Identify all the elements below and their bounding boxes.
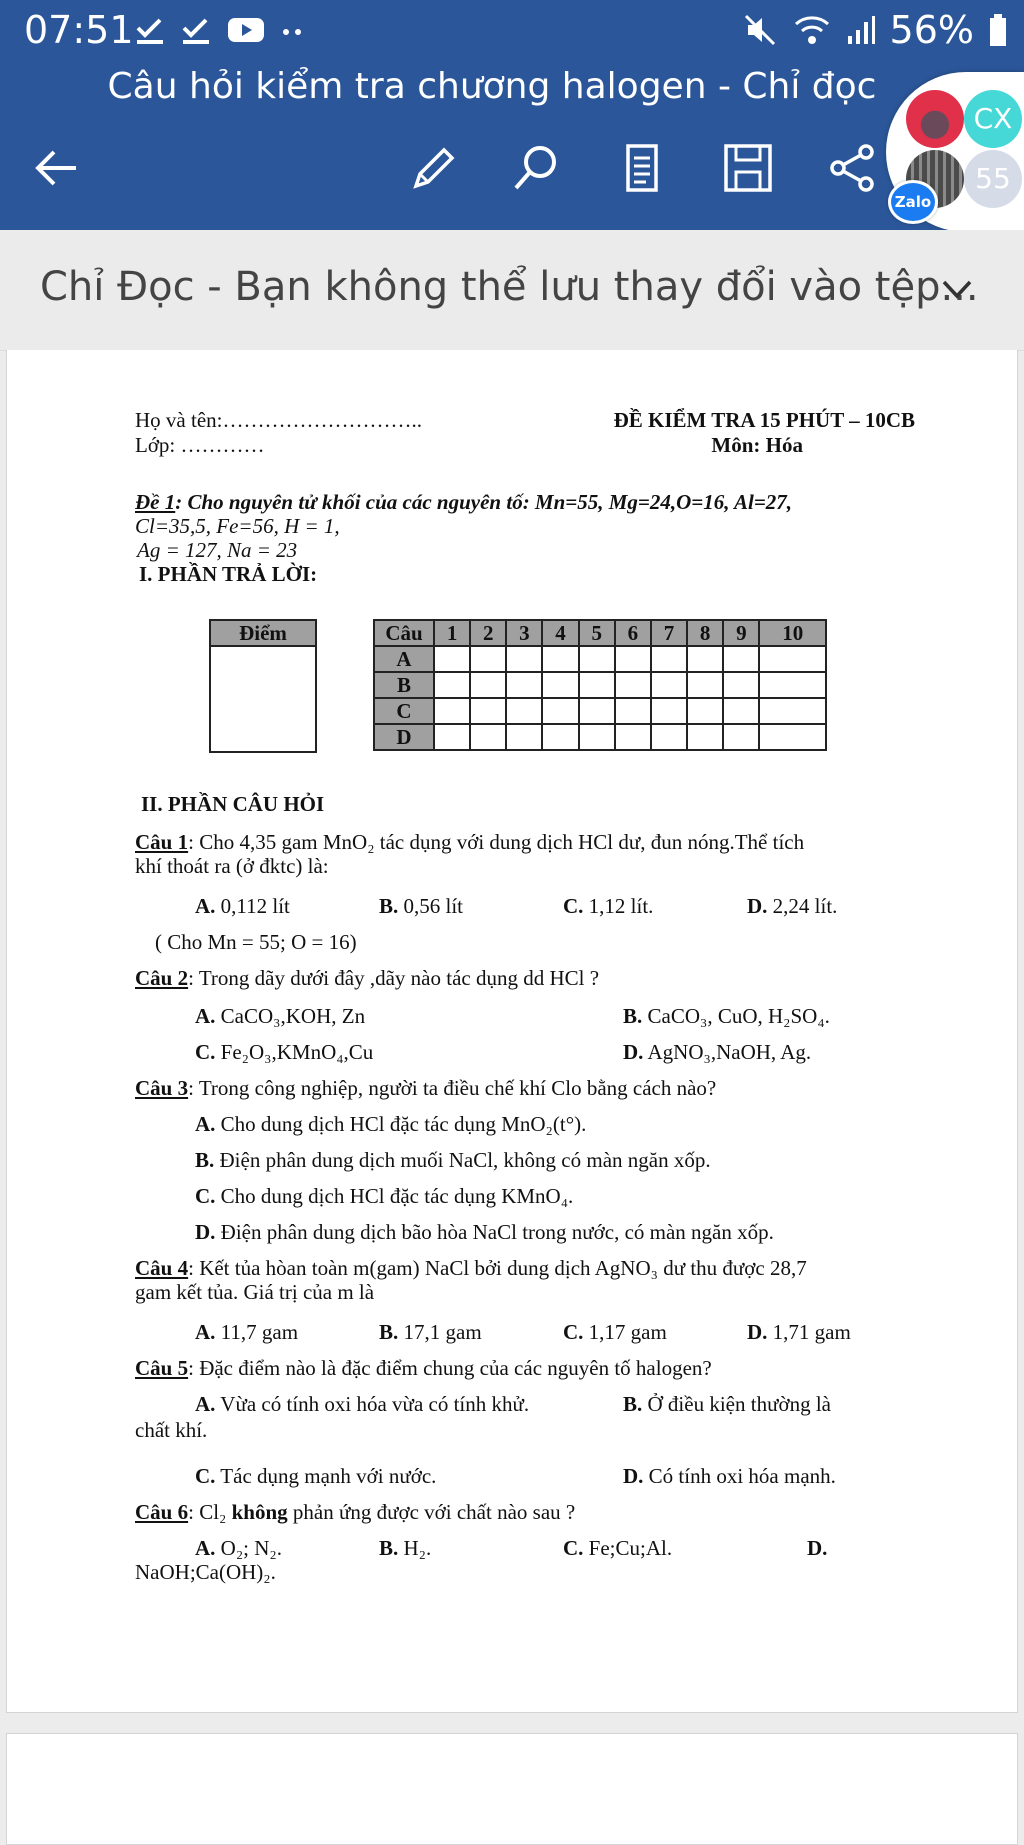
q1-option-b [379,894,463,918]
answer-cell [506,672,542,698]
option-key: A. [195,894,216,918]
option-key: A. [195,1392,216,1416]
option-text: Fe₂O₃,KMnO₄,Cu [215,1040,374,1064]
answer-cell [687,646,723,672]
option-text: 1,17 gam [583,1320,667,1344]
option-key: A. [195,1536,216,1560]
question-1-note: ( Cho Mn = 55; O = 16) [155,930,357,954]
option-text: Có tính oxi hóa mạnh. [643,1464,836,1488]
subject-label: Môn: Hóa [711,433,803,457]
question-1-text-2: khí thoát ra (ở đktc) là: [135,854,329,878]
banner-text: Chỉ Đọc - Bạn không thể lưu thay đổi vào tệp... [40,264,979,310]
option-text: 17,1 gam [398,1320,482,1344]
question-3-text: : Trong công nghiệp, người ta điều chế khí Clo bằng cách nào? [188,1076,717,1100]
option-text: 1,12 lít. [583,894,654,918]
option-key: D. [623,1464,644,1488]
search-icon[interactable] [510,142,562,194]
option-key: C. [195,1040,216,1064]
answer-cell [651,698,687,724]
question-2-label: Câu 2 [135,966,189,990]
intro-text: : Cho nguyên tử khối của các nguyên tố: Mn=55, Mg=24,O=16, Al=27, [175,490,793,514]
answer-cell [615,646,651,672]
option-key: B. [623,1392,643,1416]
q2-option-a [195,1004,365,1028]
answer-column-header: 5 [579,620,615,646]
name-field-label: Họ và tên:……………………….. [135,408,422,432]
option-text: Cho dung dịch HCl đặc tác dụng KMnO₄. [215,1184,574,1208]
question-1 [135,830,804,854]
battery-icon [988,12,1008,48]
option-text: O₂; N₂. [215,1536,282,1560]
app-top-bar [0,0,1024,230]
answer-column-header: 9 [723,620,759,646]
answer-cell [506,646,542,672]
answer-row [374,646,826,672]
answer-cell [434,724,470,750]
option-text: Fe;Cu;Al. [583,1536,673,1560]
answer-cell [506,698,542,724]
q5-option-d [623,1464,836,1488]
question-4-text: : Kết tủa hòan toàn m(gam) NaCl bởi dung dịch AgNO₃ dư thu được 28,7 [188,1256,807,1280]
q5-option-a [195,1392,529,1416]
answer-cell [687,698,723,724]
answer-cell [615,724,651,750]
save-icon[interactable] [722,142,774,194]
answer-cell [723,724,759,750]
answer-cell [651,724,687,750]
answer-cell [579,672,615,698]
answer-column-header: 3 [506,620,542,646]
score-box [209,619,317,753]
answer-cell [579,698,615,724]
question-5-wrap: chất khí. [135,1418,208,1442]
option-key: D. [807,1536,828,1560]
question-6 [135,1500,575,1524]
answer-row-label: A [374,646,434,672]
option-text: Vừa có tính oxi hóa vừa có tính khử. [215,1392,530,1416]
question-2-text: : Trong dãy dưới đây ,dãy nào tác dụng dd HCl ? [188,966,600,990]
answer-cell [542,698,578,724]
answer-cell [723,672,759,698]
option-text: 0,112 lít [215,894,290,918]
section-2-heading: II. PHẦN CÂU HỎI [141,792,325,816]
youtube-icon [226,14,266,46]
answer-cell [723,698,759,724]
answer-row [374,698,826,724]
q4-option-c [563,1320,667,1344]
answer-row [374,672,826,698]
answer-cell [434,646,470,672]
question-5 [135,1356,712,1380]
check-download-icon [134,14,166,46]
answer-column-header: 4 [542,620,578,646]
option-text: Điện phân dung dịch bão hòa NaCl trong nước, có màn ngăn xốp. [215,1220,774,1244]
answer-column-header: 10 [759,620,826,646]
q4-option-a [195,1320,298,1344]
question-6-emphasis: không [231,1500,288,1524]
more-dots-icon [280,14,304,46]
intro-paragraph [135,490,792,514]
q1-option-a [195,894,290,918]
question-4 [135,1256,807,1280]
answer-row-label: C [374,698,434,724]
question-6-text-a: : Cl₂ [188,1500,232,1524]
option-key: B. [379,894,399,918]
answer-column-header: 6 [615,620,651,646]
option-text: Cho dung dịch HCl đặc tác dụng MnO₂(t°). [215,1112,587,1136]
q3-option-d [195,1220,774,1244]
answer-cell [506,724,542,750]
answer-cell [542,646,578,672]
question-4-text-2: gam kết tủa. Giá trị của m là [135,1280,375,1304]
status-system-icons [742,8,1008,52]
q4-option-b [379,1320,482,1344]
answer-table-header: Câu [374,620,434,646]
mute-icon [742,12,778,48]
q6-option-d [807,1536,827,1560]
status-bar [0,0,1024,62]
question-5-label: Câu 5 [135,1356,189,1380]
wifi-icon [792,12,832,48]
read-only-banner[interactable] [0,230,1024,351]
status-notification-icons [134,14,304,46]
check-download-icon [180,14,212,46]
next-document-page[interactable] [6,1733,1018,1845]
option-text: Tác dụng mạnh với nước. [215,1464,437,1488]
option-text: H₂. [398,1536,432,1560]
answer-cell [579,724,615,750]
answer-cell [687,724,723,750]
share-icon[interactable] [826,142,878,194]
option-key: A. [195,1004,216,1028]
score-cell [210,646,316,752]
chat-avatar-cx[interactable]: CX [964,90,1022,148]
answer-cell [759,724,826,750]
answer-cell [579,646,615,672]
option-text: CaCO₃, CuO, H₂SO₄. [642,1004,830,1028]
q3-option-c [195,1184,573,1208]
answer-cell [759,672,826,698]
answer-cell [723,646,759,672]
option-text: 11,7 gam [215,1320,299,1344]
q6-option-a [195,1536,282,1560]
q1-option-c [563,894,653,918]
option-key: B. [623,1004,643,1028]
document-page[interactable] [6,350,1018,1713]
option-key: B. [195,1148,215,1172]
q6-option-b [379,1536,431,1560]
answer-column-header: 8 [687,620,723,646]
intro-label: Đề 1 [135,490,176,514]
answer-cell [434,698,470,724]
option-text: AgNO₃,NaOH, Ag. [643,1040,812,1064]
chat-count-badge[interactable]: 55 [964,150,1022,208]
zalo-logo-icon: Zalo [891,183,935,221]
option-text: 0,56 lít [398,894,464,918]
q5-option-c [195,1464,436,1488]
answer-cell [651,672,687,698]
signal-icon [846,12,876,48]
answer-cell [615,672,651,698]
option-key: C. [563,1320,584,1344]
answer-column-header: 1 [434,620,470,646]
option-key: A. [195,1112,216,1136]
option-key: D. [747,894,768,918]
status-time: 07:51 [24,8,134,52]
question-3-label: Câu 3 [135,1076,189,1100]
q6-option-c [563,1536,672,1560]
question-3 [135,1076,716,1100]
option-key: C. [195,1184,216,1208]
exam-title: ĐỀ KIỂM TRA 15 PHÚT – 10CB [613,408,915,432]
question-6-label: Câu 6 [135,1500,189,1524]
answer-cell [470,646,506,672]
intro-line-3: Ag = 127, Na = 23 [137,538,298,562]
option-text: Ở điều kiện thường là [642,1392,831,1416]
question-2 [135,966,599,990]
answer-table [373,619,827,751]
answer-column-header: 7 [651,620,687,646]
q2-option-d [623,1040,811,1064]
answer-cell [542,672,578,698]
answer-cell [687,672,723,698]
edit-pencil-icon[interactable] [408,142,460,194]
reading-view-icon[interactable] [618,142,666,194]
option-key: C. [195,1464,216,1488]
option-text: Điện phân dung dịch muối NaCl, không có màn ngăn xốp. [214,1148,711,1172]
option-text: CaCO₃,KOH, Zn [215,1004,366,1028]
answer-cell [759,646,826,672]
q3-option-b [195,1148,711,1172]
answer-cell [651,646,687,672]
chat-avatar-1[interactable] [906,90,964,148]
section-1-heading: I. PHẦN TRẢ LỜI: [139,562,318,586]
answer-cell [470,724,506,750]
answer-cell [759,698,826,724]
option-text: 2,24 lít. [767,894,838,918]
back-arrow-icon[interactable] [30,142,82,194]
option-text: 1,71 gam [767,1320,851,1344]
option-key: C. [563,1536,584,1560]
option-key: C. [563,894,584,918]
q5-option-b [623,1392,831,1416]
chevron-down-icon[interactable] [940,272,974,306]
answer-cell [470,698,506,724]
q2-option-b [623,1004,830,1028]
intro-line-2: Cl=35,5, Fe=56, H = 1, [135,514,340,538]
class-field-label: Lớp: ………… [135,433,265,457]
question-4-label: Câu 4 [135,1256,189,1280]
answer-cell [542,724,578,750]
answer-cell [615,698,651,724]
answer-cell [470,672,506,698]
answer-column-header: 2 [470,620,506,646]
document-title: Câu hỏi kiểm tra chương halogen - Chỉ đọc [107,66,877,107]
option-key: D. [747,1320,768,1344]
q2-option-c [195,1040,373,1064]
question-1-text: : Cho 4,35 gam MnO₂ tác dụng với dung dịch HCl dư, đun nóng.Thể tích [188,830,805,854]
question-5-text: : Đặc điểm nào là đặc điểm chung của các nguyên tố halogen? [188,1356,712,1380]
score-header: Điểm [210,620,316,646]
answer-row-label: B [374,672,434,698]
q1-option-d [747,894,837,918]
question-6-wrap: NaOH;Ca(OH)₂. [135,1560,276,1584]
option-key: B. [379,1320,399,1344]
answer-row-label: D [374,724,434,750]
battery-percent: 56% [889,8,974,52]
q3-option-a [195,1112,586,1136]
option-key: D. [195,1220,216,1244]
option-key: D. [623,1040,644,1064]
option-key: A. [195,1320,216,1344]
question-1-label: Câu 1 [135,830,189,854]
option-key: B. [379,1536,399,1560]
q4-option-d [747,1320,851,1344]
answer-row [374,724,826,750]
question-6-text-b: phản ứng được với chất nào sau ? [287,1500,576,1524]
answer-cell [434,672,470,698]
